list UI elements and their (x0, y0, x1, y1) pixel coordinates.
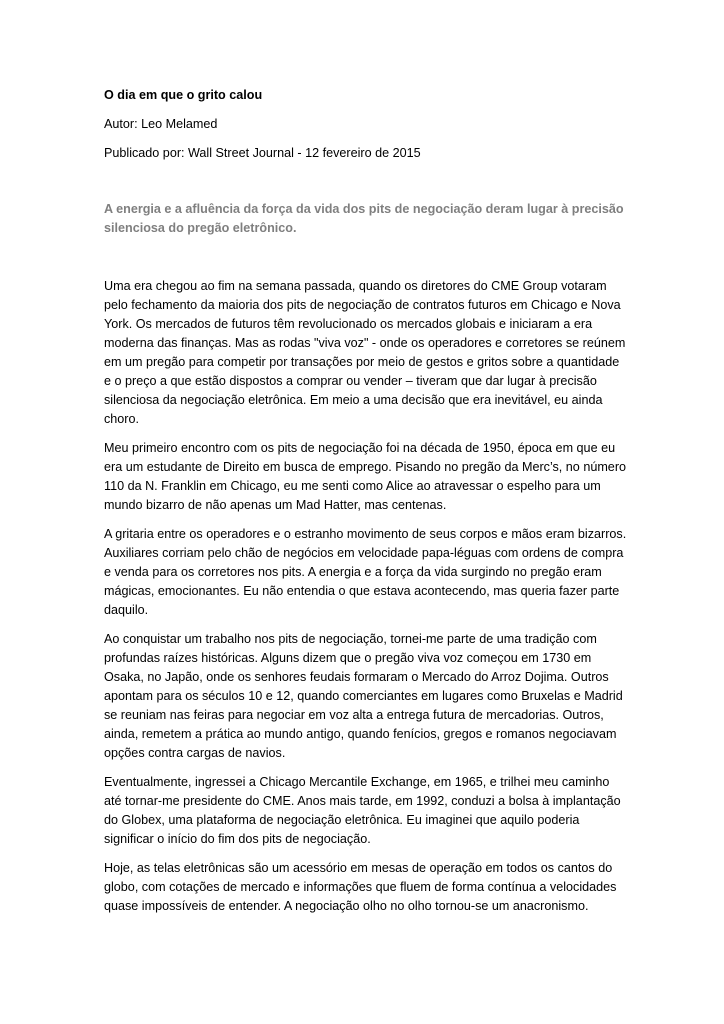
paragraph-5: Eventualmente, ingressei a Chicago Mercantile Exchange, em 1965, e trilhei meu caminho até tornar-me presidente do CME. Anos mais tarde, em 1992, conduzi a bolsa à implantação do Globex, uma plataforma de negociação eletrônica. Eu imaginei que aquilo poderia significar o início do fim dos pits de negociação. (104, 775, 621, 846)
article-publication: Publicado por: Wall Street Journal - 12 fevereiro de 2015 (104, 146, 421, 160)
paragraph-4: Ao conquistar um trabalho nos pits de negociação, tornei-me parte de uma tradição com profundas raízes históricas. Alguns dizem que o pregão viva voz começou em 1730 em Osaka, no Japão, onde os senhores feudais formaram o Mercado do Arroz Dojima. Outros apontam para os séculos 10 e 12, quando comerciantes em lugares como Bruxelas e Madrid se reuniam nas feiras para negociar em voz alta a entrega futura de mercadorias. Outros, ainda, remetem a prática ao mundo antigo, quando fenícios, gregos e romanos negociavam opções contra cargas de navios. (104, 632, 623, 760)
paragraph-2: Meu primeiro encontro com os pits de negociação foi na década de 1950, época em que eu era um estudante de Direito em busca de emprego. Pisando no pregão da Merc’s, no número 110 da N. Franklin em Chicago, eu me senti como Alice ao atravessar o espelho para um mundo bizarro de não apenas um Mad Hatter, mas centenas. (104, 441, 627, 512)
article-title: O dia em que o grito calou (104, 88, 263, 102)
paragraph-6: Hoje, as telas eletrônicas são um acessório em mesas de operação em todos os cantos do globo, com cotações de mercado e informações que fluem de forma contínua a velocidades quase impossíveis de entender. A negociação olho no olho tornou-se um anacronismo. (104, 861, 617, 913)
paragraph-1: Uma era chegou ao fim na semana passada, quando os diretores do CME Group votaram pelo fechamento da maioria dos pits de negociação de contratos futuros em Chicago e Nova York. Os mercados de futuros têm revolucionado os mercados globais e iniciaram a era moderna das finanças. Mas as rodas "viva voz" - onde os operadores e corretores se reúnem em um pregão para competir por transações por meio de gestos e gritos sobre a quantidade e o preço a que estão dispostos a comprar ou vender – tiveram que dar lugar à precisão silenciosa da negociação eletrônica. Em meio a uma decisão que era inevitável, eu ainda choro. (104, 279, 626, 426)
article-author: Autor: Leo Melamed (104, 117, 218, 131)
article-lead: A energia e a afluência da força da vida dos pits de negociação deram lugar à precisão silenciosa do pregão eletrônico. (104, 202, 624, 235)
paragraph-3: A gritaria entre os operadores e o estranho movimento de seus corpos e mãos eram bizarros. Auxiliares corriam pelo chão de negócios em velocidade papa-léguas com ordens de compra e venda para os corretores nos pits. A energia e a força da vida surgindo no pregão eram mágicas, emocionantes. Eu não entendia o que estava acontecendo, mas queria fazer parte daquilo. (104, 527, 627, 617)
article-body (104, 277, 628, 916)
document-content (104, 86, 628, 926)
